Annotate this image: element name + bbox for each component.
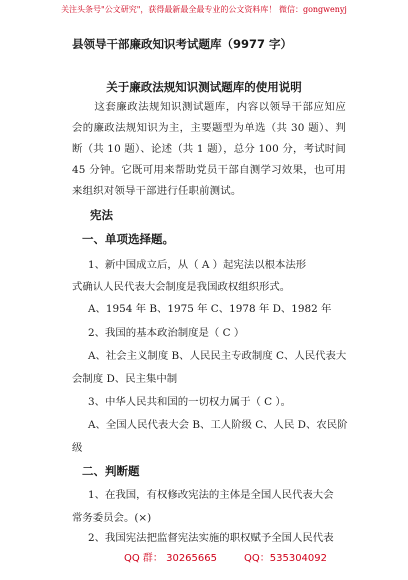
question-1-line-1: 1、新中国成立后，从（ A ）起宪法以根本法形 (88, 259, 307, 271)
intro-text: 这套廉政法规知识测试题库，内容以领导干部应知应会的廉政法规知识为主，主要题型为单选（共 30 题）、判断（共 10 题）、论述（共 1 题），总分 100 分，考试时间 45 分钟。它既可用来帮助党员干部自测学习效果，也可用来组织对领导干部进行任职前测试。 (72, 101, 346, 197)
single-choice-heading: 一、单项选择题。 (82, 232, 174, 246)
footer-qq-group: QQ 群： 30265665 (124, 553, 217, 564)
footer-qq-number: QQ：535304092 (244, 553, 328, 564)
question-2-line-1: 2、我国的基本政治制度是（ C ） (88, 327, 245, 339)
question-1-options: A、1954 年 B、1975 年 C、1978 年 D、1982 年 (88, 303, 332, 315)
question-3-options-line-1: A、全国人民代表大会 B、工人阶级 C、人民 D、农民阶 (88, 419, 348, 431)
judge-2-line-1: 2、我国宪法把监督宪法实施的职权赋予全国人民代表 (88, 532, 334, 544)
document-subtitle: 关于廉政法规知识测试题库的使用说明 (106, 80, 302, 94)
intro-paragraph (72, 97, 346, 202)
question-3-line-1: 3、中华人民共和国的一切权力属于（ C ）。 (88, 396, 291, 408)
judge-1-line-1: 1、在我国，有权修改宪法的主体是全国人民代表大会 (88, 489, 334, 501)
judge-1-line-2: 常务委员会。(×) (72, 512, 152, 524)
question-2-options-line-2: 会制度 D、民主集中制 (72, 373, 178, 385)
question-2-options-line-1: A、社会主义制度 B、人民民主专政制度 C、人民代表大 (88, 350, 347, 362)
document-title: 县领导干部廉政知识考试题库（9977 字） (72, 37, 293, 51)
section-title: 宪法 (90, 208, 113, 222)
question-3-options-line-2: 级 (72, 442, 83, 454)
true-false-heading: 二、判断题 (82, 464, 140, 478)
question-1-line-2: 式确认人民代表大会制度是我国政权组织形式。 (72, 281, 291, 293)
top-banner: 关注头条号"公文研究"，获得最新最全最专业的公文资料库！ 微信：gongwenyj (61, 5, 347, 14)
